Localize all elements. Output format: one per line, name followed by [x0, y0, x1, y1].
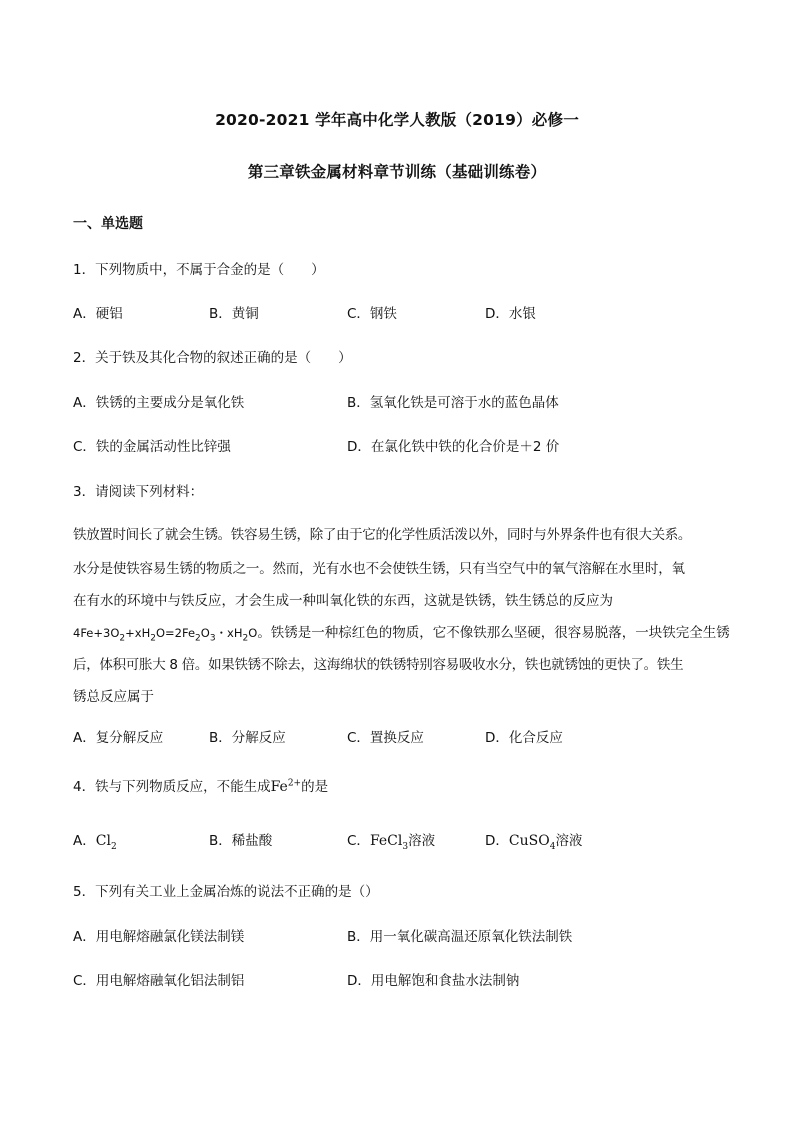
- question-1-option-c: C．钢铁: [347, 306, 397, 322]
- question-2-option-b: B．氢氧化铁是可溶于水的蓝色晶体: [347, 395, 559, 411]
- question-4-option-a: A．$Cl_2$: [73, 833, 117, 852]
- question-3-passage-line-1: 铁放置时间长了就会生锈。铁容易生锈，除了由于它的化学性质活泼以外，同时与外界条件也有很大关系。: [73, 527, 692, 543]
- document-title-line-1: 2020-2021 学年高中化学人教版（2019）必修一: [215, 111, 579, 129]
- question-3-passage-line-4-text: 。铁锈是一种棕红色的物质，它不像铁那么坚硬，很容易脱落，一块铁完全生锈: [257, 625, 730, 641]
- question-2-stem: 2．关于铁及其化合物的叙述正确的是（ ）: [73, 350, 352, 366]
- question-2-option-a: A．铁锈的主要成分是氧化铁: [73, 395, 245, 411]
- question-2-option-c: C．铁的金属活动性比锌强: [73, 439, 231, 455]
- question-4-option-c: C．FeCl$_3$溶液: [347, 833, 436, 852]
- question-3-option-c: C．置换反应: [347, 730, 424, 746]
- question-3-stem: 3．请阅读下列材料：: [73, 484, 204, 500]
- question-3-passage-line-3: 在有水的环境中与铁反应，才会生成一种叫氧化铁的东西，这就是铁锈，铁生锈总的反应为: [73, 593, 613, 609]
- section-heading: 一、单选题: [73, 216, 143, 232]
- question-1-option-b: B．黄铜: [209, 306, 259, 322]
- question-2-option-d: D．在氯化铁中铁的化合价是＋2 价: [347, 439, 560, 455]
- question-3-option-b: B．分解反应: [209, 730, 286, 746]
- document-title-line-2: 第三章铁金属材料章节训练（基础训练卷）: [247, 163, 547, 181]
- question-4-option-d: D．CuSO$_4$溶液: [485, 833, 583, 852]
- question-3-passage-line-2: 水分是使铁容易生锈的物质之一。然而，光有水也不会使铁生锈，只有当空气中的氧气溶解在水里时，氧: [73, 561, 685, 577]
- question-1-stem: 1．下列物质中，不属于合金的是（ ）: [73, 262, 325, 278]
- question-3-passage-line-5: 后，体积可胀大 8 倍。如果铁锈不除去，这海绵状的铁锈特别容易吸收水分，铁也就锈蚀的更快了。铁生: [73, 657, 684, 673]
- question-3-option-a: A．复分解反应: [73, 730, 164, 746]
- question-1-option-d: D．水银: [485, 306, 536, 322]
- question-5-option-c: C．用电解熔融氧化铝法制铝: [73, 973, 245, 989]
- question-5-option-b: B．用一氧化碳高温还原氧化铁法制铁: [347, 929, 573, 945]
- question-3-option-d: D．化合反应: [485, 730, 563, 746]
- question-4-stem: 4．铁与下列物质反应，不能生成$Fe^{2+}$的是: [73, 778, 329, 795]
- question-5-option-a: A．用电解熔融氯化镁法制镁: [73, 929, 245, 945]
- question-5-option-d: D．用电解饱和食盐水法制钠: [347, 973, 520, 989]
- question-3-passage-line-4: [73, 621, 730, 643]
- rust-equation: $4Fe+3O_2+xH_2O=2Fe_2O_3$・$xH_2O$: [73, 626, 258, 644]
- question-4-option-b: B．稀盐酸: [209, 833, 273, 849]
- question-3-passage-line-6: 锈总反应属于: [73, 689, 154, 705]
- question-5-stem: 5．下列有关工业上金属冶炼的说法不正确的是（）: [73, 884, 379, 900]
- question-1-option-a: A．硬铝: [73, 306, 123, 322]
- ferrous-ion-formula: $Fe^{2+}$: [270, 778, 302, 795]
